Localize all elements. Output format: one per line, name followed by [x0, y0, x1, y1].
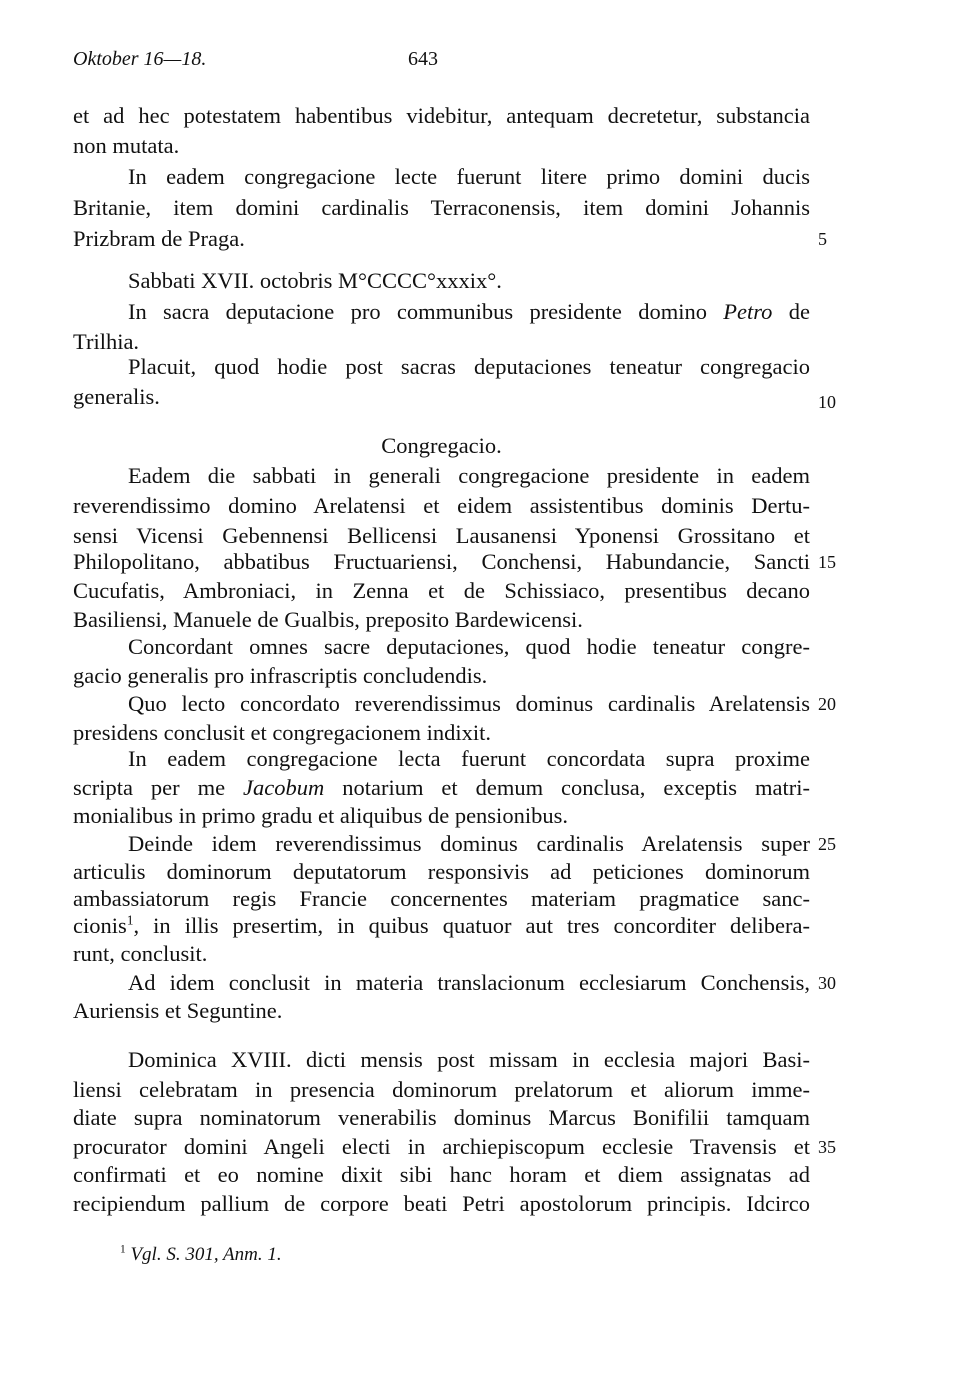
- page-number: 643: [408, 48, 438, 70]
- text-line: Prizbram de Praga.: [73, 226, 245, 251]
- text-line: Ad idem conclusit in materia translacionum ecclesiarum Conchensis,: [128, 970, 810, 995]
- text-line: cionis$^1$, in illis presertim, in quibus quatuor aut tres concorditer delibera-: [73, 912, 810, 938]
- text-line: gacio generalis pro infrascriptis concludendis.: [73, 663, 488, 688]
- text-line: sensi Vicensi Gebennensi Bellicensi Lausanensi Yponensi Grossitano et: [73, 523, 810, 548]
- text-line: Cucufatis, Ambroniaci, in Zenna et de Schissiaco, presentibus decano: [73, 578, 810, 603]
- text-line: In eadem congregacione lecta fuerunt concordata supra proxime: [128, 746, 810, 771]
- text-line: scripta per me Jacobum notarium et demum conclusa, exceptis matri-: [73, 775, 810, 800]
- text-line: et ad hec potestatem habentibus videbitur, antequam decretetur, substancia: [73, 103, 810, 128]
- line-number: 30: [818, 973, 836, 993]
- text-line: non mutata.: [73, 133, 180, 158]
- text-line: monialibus in primo gradu et aliquibus de pensionibus.: [73, 803, 568, 828]
- text-line: Dominica XVIII. dicti mensis post missam in ecclesia majori Basi-: [128, 1047, 810, 1072]
- text-line: In eadem congregacione lecte fuerunt litere primo domini ducis: [128, 164, 810, 189]
- text-line: Trilhia.: [73, 329, 140, 354]
- text-line: In sacra deputacione pro communibus presidente domino Petro de: [128, 299, 810, 324]
- line-number: 25: [818, 834, 836, 854]
- text-line: liensi celebratam in presencia dominorum prelatorum et aliorum imme-: [73, 1077, 810, 1102]
- text-line: Sabbati XVII. octobris M°CCCC°xxxix°.: [128, 268, 502, 293]
- footnote-reference: 1: [126, 912, 134, 928]
- text-line: Philopolitano, abbatibus Fructuariensi, Conchensi, Habundancie, Sancti: [73, 549, 810, 574]
- text-line: Placuit, quod hodie post sacras deputaciones teneatur congregacio: [128, 354, 810, 379]
- text-line: generalis.: [73, 384, 160, 409]
- person-name: Jacobum: [243, 775, 325, 800]
- footnote-mark: 1: [120, 1243, 126, 1256]
- text-line: Basiliensi, Manuele de Gualbis, preposito Bardewicensi.: [73, 607, 583, 632]
- text-line: presidens conclusit et congregacionem indixit.: [73, 720, 492, 745]
- text-line: reverendissimo domino Arelatensi et eidem assistentibus dominis Dertu-: [73, 493, 810, 518]
- person-name: Petro: [723, 299, 773, 324]
- text-line: confirmati et eo nomine dixit sibi hanc horam et diem assignatas ad: [73, 1162, 810, 1187]
- text-line: Quo lecto concordato reverendissimus dominus cardinalis Arelatensis: [128, 691, 810, 716]
- text-line: Eadem die sabbati in generali congregacione presidente in eadem: [128, 463, 810, 488]
- text-line: articulis dominorum deputatorum responsivis ad peticiones dominorum: [73, 859, 810, 884]
- text-line: Concordant omnes sacre deputaciones, quod hodie teneatur congre-: [128, 634, 810, 659]
- text-line: runt, conclusit.: [73, 941, 208, 966]
- section-heading: Congregacio.: [381, 433, 502, 458]
- line-number: 20: [818, 694, 836, 714]
- line-number: 10: [818, 392, 836, 412]
- text-line: Deinde idem reverendissimus dominus cardinalis Arelatensis super: [128, 831, 810, 856]
- running-title: Oktober 16—18.: [73, 48, 207, 70]
- footnote-text: Vgl. S. 301, Anm. 1.: [130, 1244, 282, 1265]
- text-line: procurator domini Angeli electi in archiepiscopum ecclesie Travensis et: [73, 1134, 810, 1159]
- text-line: Auriensis et Seguntine.: [73, 998, 283, 1023]
- footnote: [120, 1241, 282, 1269]
- line-number: 35: [818, 1137, 836, 1157]
- text-line: recipiendum pallium de corpore beati Petri apostolorum principis. Idcirco: [73, 1191, 810, 1216]
- text-line: diate supra nominatorum venerabilis dominus Marcus Bonifilii tamquam: [73, 1105, 810, 1130]
- text-line: ambassiatorum regis Francie concernentes materiam pragmatice sanc-: [73, 886, 810, 911]
- text-line: Britanie, item domini cardinalis Terraconensis, item domini Johannis: [73, 195, 810, 220]
- line-number: 5: [818, 229, 827, 249]
- line-number: 15: [818, 552, 836, 572]
